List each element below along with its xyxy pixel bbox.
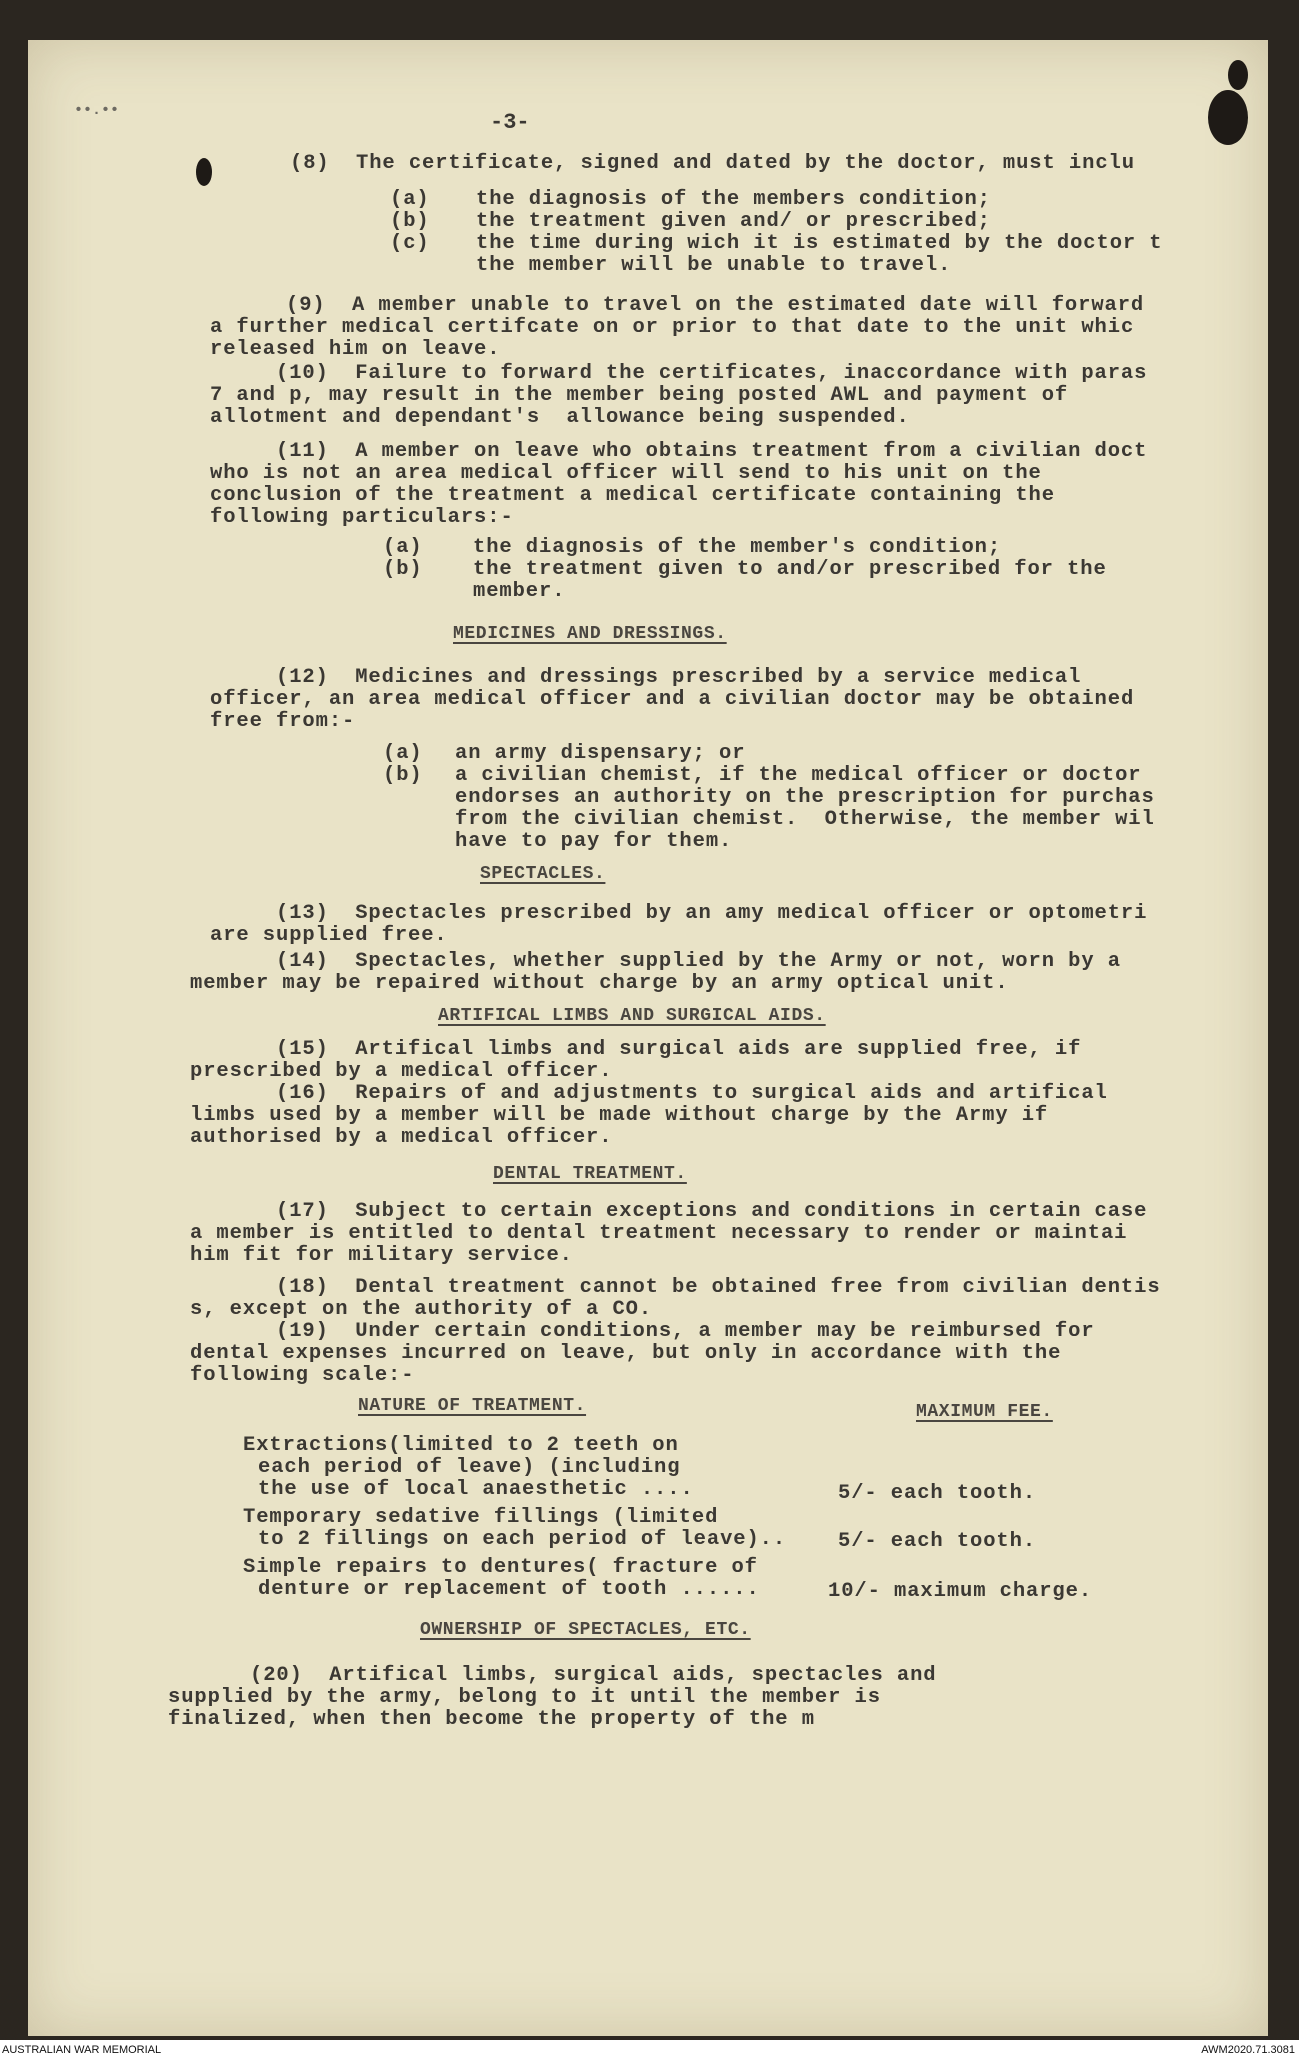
scale-row-fee: 5/- each tooth. — [838, 1482, 1037, 1505]
para-8-item-text: the treatment given and/ or prescribed; — [476, 210, 991, 233]
scale-row-line: to 2 fillings on each period of leave).. — [258, 1528, 787, 1551]
para-8-item-text: the diagnosis of the members condition; — [476, 188, 991, 211]
section-heading-limbs: ARTIFICAL LIMBS AND SURGICAL AIDS. — [438, 1006, 826, 1026]
para-16-line: limbs used by a member will be made without charge by the Army if — [190, 1104, 1049, 1127]
para-20-line: (20) Artifical limbs, surgical aids, spectacles and — [250, 1664, 937, 1687]
para-11-item-text: member. — [473, 580, 566, 603]
para-9-line: released him on leave. — [210, 338, 501, 361]
para-10-line: 7 and p, may result in the member being posted AWL and payment of — [210, 384, 1069, 407]
para-19-line: following scale:- — [190, 1364, 415, 1387]
para-13-line: are supplied free. — [210, 924, 448, 947]
scale-header-treatment: NATURE OF TREATMENT. — [358, 1396, 587, 1416]
para-14-line: (14) Spectacles, whether supplied by the Army or not, worn by a — [276, 950, 1121, 973]
ink-blot — [196, 158, 212, 186]
para-10-line: allotment and dependant's allowance being suspended. — [210, 406, 910, 429]
para-11-line: who is not an area medical officer will send to his unit on the — [210, 462, 1042, 485]
para-12-item-text: an army dispensary; or — [455, 742, 746, 765]
scale-row-fee: 5/- each tooth. — [838, 1530, 1037, 1553]
scale-row-line: Extractions(limited to 2 teeth on — [243, 1434, 679, 1457]
scale-row-line: Simple repairs to dentures( fracture of — [243, 1556, 758, 1579]
para-12-item-text: have to pay for them. — [455, 830, 733, 853]
para-17-line: a member is entitled to dental treatment necessary to render or maintai — [190, 1222, 1128, 1245]
para-20-line: finalized, when then become the property of the m — [168, 1708, 815, 1731]
para-12-item-text: endorses an authority on the prescription for purchas — [455, 786, 1155, 809]
para-12-item-label: (a) — [383, 742, 423, 765]
para-12-line: (12) Medicines and dressings prescribed by a service medical — [276, 666, 1082, 689]
para-8-item-text: the time during wich it is estimated by the doctor t — [476, 232, 1163, 255]
margin-mark: ••.•• — [74, 102, 120, 119]
para-12-line: officer, an area medical officer and a civilian doctor may be obtained — [210, 688, 1135, 711]
para-8-item-label: (a) — [390, 188, 430, 211]
para-12-item-text: from the civilian chemist. Otherwise, the member wil — [455, 808, 1155, 831]
para-10-line: (10) Failure to forward the certificates, inaccordance with paras — [276, 362, 1148, 385]
para-11-line: following particulars:- — [210, 506, 514, 529]
para-20-line: supplied by the army, belong to it until the member is — [168, 1686, 881, 1709]
scale-row-line: denture or replacement of tooth ...... — [258, 1578, 760, 1601]
para-8-item-label: (b) — [390, 210, 430, 233]
section-heading-dental: DENTAL TREATMENT. — [493, 1164, 687, 1184]
para-15-line: (15) Artifical limbs and surgical aids are supplied free, if — [276, 1038, 1082, 1061]
para-19-line: (19) Under certain conditions, a member may be reimbursed for — [276, 1320, 1095, 1343]
para-18-line: (18) Dental treatment cannot be obtained free from civilian dentis — [276, 1276, 1161, 1299]
para-17-line: (17) Subject to certain exceptions and conditions in certain case — [276, 1200, 1148, 1223]
para-11-line: (11) A member on leave who obtains treatment from a civilian doct — [276, 440, 1148, 463]
para-9-line: a further medical certifcate on or prior to that date to the unit whic — [210, 316, 1135, 339]
para-8-item-text: the member will be unable to travel. — [476, 254, 952, 277]
para-9-line: (9) A member unable to travel on the estimated date will forward — [286, 294, 1145, 317]
footer-institution: AUSTRALIAN WAR MEMORIAL — [2, 2044, 162, 2056]
para-16-line: (16) Repairs of and adjustments to surgical aids and artifical — [276, 1082, 1108, 1105]
footer-bar — [0, 2040, 1299, 2061]
para-12-item-label: (b) — [383, 764, 423, 787]
ink-blot — [1228, 60, 1248, 90]
para-11-item-label: (a) — [383, 536, 423, 559]
para-8-line: (8) The certificate, signed and dated by the doctor, must inclu — [290, 152, 1135, 175]
para-16-line: authorised by a medical officer. — [190, 1126, 613, 1149]
para-11-item-text: the treatment given to and/or prescribed for the — [473, 558, 1107, 581]
para-13-line: (13) Spectacles prescribed by an amy medical officer or optometri — [276, 902, 1148, 925]
section-heading-spectacles: SPECTACLES. — [480, 864, 606, 884]
para-17-line: him fit for military service. — [190, 1244, 573, 1267]
section-heading-medicines: MEDICINES AND DRESSINGS. — [453, 624, 727, 644]
para-12-item-text: a civilian chemist, if the medical officer or doctor — [455, 764, 1142, 787]
scale-row-line: Temporary sedative fillings (limited — [243, 1506, 719, 1529]
para-11-item-text: the diagnosis of the member's condition; — [473, 536, 1002, 559]
footer-accession-number: AWM2020.71.3081 — [1201, 2044, 1295, 2056]
para-11-item-label: (b) — [383, 558, 423, 581]
scale-row-fee: 10/- maximum charge. — [828, 1580, 1093, 1603]
para-8-item-label: (c) — [390, 232, 430, 255]
ink-blot — [1208, 90, 1248, 145]
page-number: -3- — [490, 110, 530, 135]
para-18-line: s, except on the authority of a CO. — [190, 1298, 653, 1321]
para-15-line: prescribed by a medical officer. — [190, 1060, 613, 1083]
scale-row-line: each period of leave) (including — [258, 1456, 681, 1479]
para-14-line: member may be repaired without charge by an army optical unit. — [190, 972, 1009, 995]
document-page — [28, 40, 1268, 2036]
scale-header-fee: MAXIMUM FEE. — [916, 1402, 1053, 1422]
para-19-line: dental expenses incurred on leave, but only in accordance with the — [190, 1342, 1062, 1365]
para-11-line: conclusion of the treatment a medical certificate containing the — [210, 484, 1055, 507]
scale-row-line: the use of local anaesthetic .... — [258, 1478, 694, 1501]
section-heading-ownership: OWNERSHIP OF SPECTACLES, ETC. — [420, 1620, 751, 1640]
para-12-line: free from:- — [210, 710, 356, 733]
